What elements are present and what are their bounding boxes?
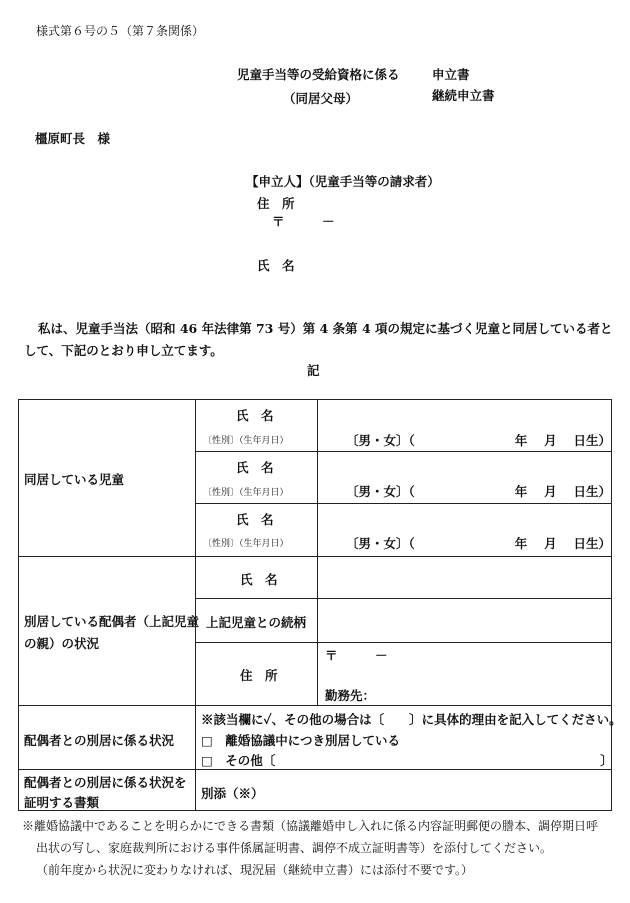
table-row-line-spouse-1 (195, 598, 612, 599)
table-row-line-section-1 (18, 556, 612, 557)
spouse-postal-mark[interactable]: 〒 － (325, 648, 388, 663)
child-1-sex-birth-field[interactable]: 〔男・女〕（ 年 月 日生） (346, 433, 611, 448)
applicant-postal-mark: 〒 － (272, 214, 335, 229)
table-row-line-child-1 (195, 451, 612, 452)
spouse-address-label: 住 所 (240, 668, 278, 683)
footnote-line-3: （前年度から状況に変わりなければ、現況届（継続申立書）には添付不要です。） (36, 863, 474, 877)
applicant-name-label: 氏 名 (257, 258, 295, 273)
option-continuing-application: 継続申立書 (432, 88, 495, 103)
footnotes (22, 815, 622, 881)
separated-spouse-label-line2: の親）の状況 (24, 636, 100, 651)
relation-to-child-label: 上記児童との続柄 (206, 615, 307, 630)
footnote-line-2: 出状の写し、家庭裁判所における事件係属証明書、調停不成立証明書等）を添付してください。 (36, 841, 553, 855)
ki-heading: 記 (307, 363, 320, 378)
separation-status-instruction: ※該当欄に✓、その他の場合は〔 〕に具体的理由を記入してください。 (201, 712, 622, 727)
spouse-workplace-label[interactable]: 勤務先： (325, 688, 376, 703)
footnote-line-1: ※離婚協議中であることを明らかにできる書類（協議離婚申し入れに係る内容証明郵便の謄本、調停期日呼 (22, 819, 599, 833)
table-col-divider-1 (195, 399, 196, 705)
option-divorce-negotiation-checkbox[interactable]: □ 離婚協議中につき別居している (201, 733, 401, 748)
table-row-line-section-2 (18, 705, 612, 706)
separated-spouse-label-line1: 別居している配偶者（上記児童 (24, 614, 200, 629)
child-1-name-label: 氏 名 (236, 408, 274, 423)
child-3-sex-birth-label: 〔性別〕（生年月日） (203, 539, 289, 549)
statement-text: 私は、児童手当法（昭和 46 年法律第 73 号）第 4 条第 4 項の規定に基づく児童と同居している者として、下記のとおり申し立てます。 (24, 321, 613, 358)
table-border-top (18, 399, 612, 400)
form-number: 様式第６号の５（第７条関係） (36, 24, 205, 38)
option-application: 申立書 (432, 67, 470, 82)
table-row-line-section-3 (18, 769, 612, 770)
cohabiting-children-label: 同居している児童 (24, 472, 125, 487)
form-subtitle: （同居父母） (283, 91, 359, 106)
applicant-address-label: 住 所 (257, 196, 295, 211)
table-col-divider-2 (317, 399, 318, 705)
table-row-line-child-2 (195, 503, 612, 504)
child-3-sex-birth-field[interactable]: 〔男・女〕（ 年 月 日生） (346, 536, 611, 551)
form-title: 児童手当等の受給資格に係る (237, 67, 400, 82)
addressee: 橿原町長 様 (35, 131, 111, 146)
proof-document-label-line2: 証明する書類 (24, 795, 100, 810)
child-3-name-label: 氏 名 (236, 512, 274, 527)
proof-document-label-line1: 配偶者との別居に係る状況を (24, 775, 187, 790)
child-2-name-label: 氏 名 (236, 460, 274, 475)
applicant-heading: 【申立人】（児童手当等の請求者） (246, 174, 440, 189)
table-row-line-spouse-2 (195, 642, 612, 643)
proof-document-value: 別添（※） (201, 786, 264, 801)
table-border-left (18, 399, 19, 811)
child-2-sex-birth-label: 〔性別〕（生年月日） (203, 488, 289, 498)
table-col-divider-3 (195, 705, 196, 810)
separation-status-label: 配偶者との別居に係る状況 (24, 733, 175, 748)
table-border-right (611, 399, 612, 811)
child-1-sex-birth-label: 〔性別〕（生年月日） (203, 436, 289, 446)
option-other-checkbox[interactable]: □ その他〔 〕 (201, 753, 613, 768)
table-border-bottom (18, 810, 612, 811)
child-2-sex-birth-field[interactable]: 〔男・女〕（ 年 月 日生） (346, 484, 611, 499)
spouse-name-label: 氏 名 (240, 572, 278, 587)
